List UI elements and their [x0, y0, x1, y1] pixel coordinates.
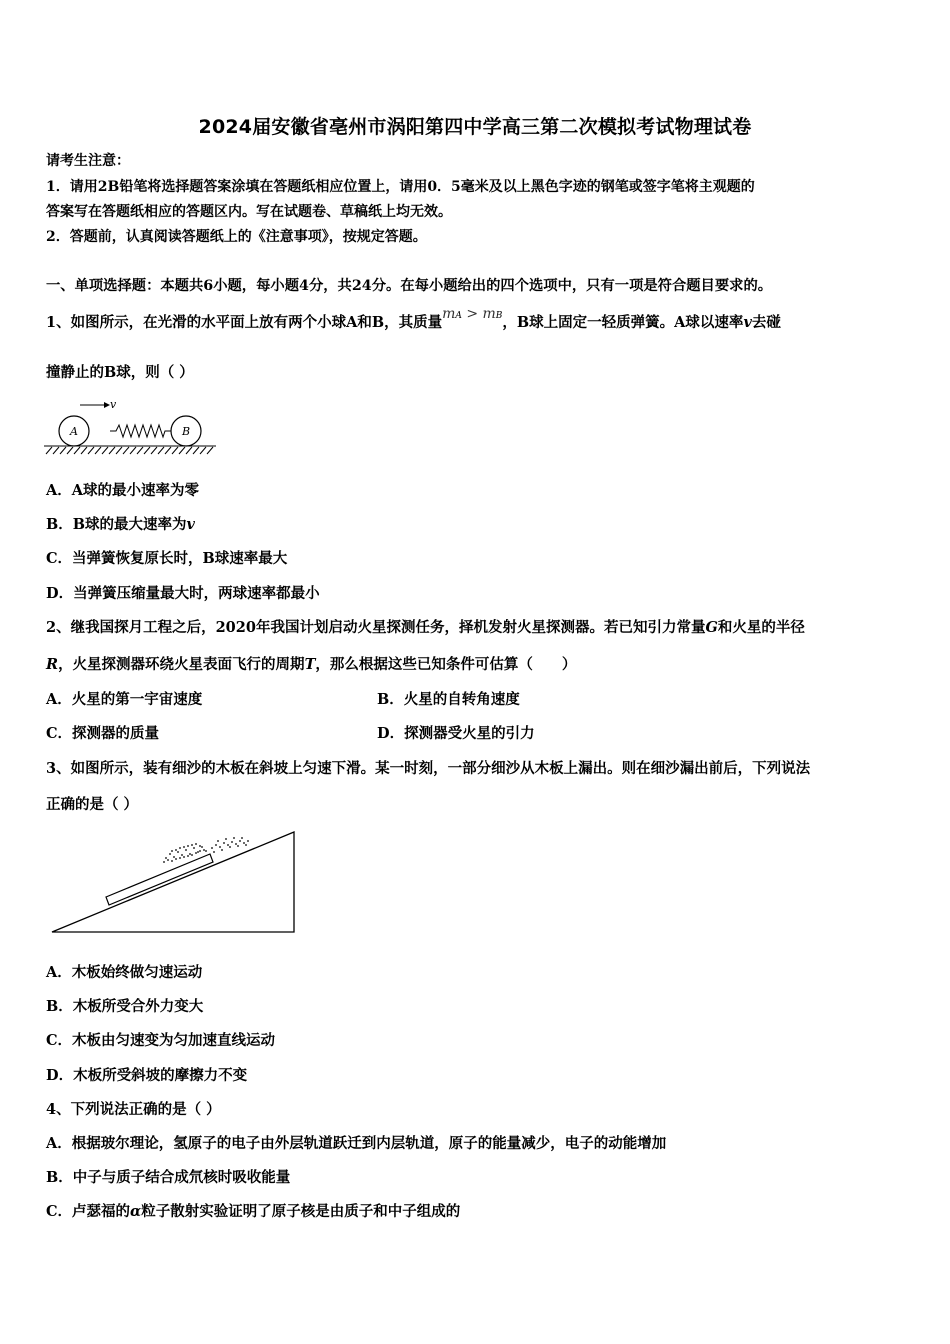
- q2-r: R: [46, 656, 59, 673]
- notice-line-1b: 答案写在答题纸相应的答题区内。写在试题卷、草稿纸上均无效。: [46, 204, 452, 220]
- q2-option-a: A．火星的第一宇宙速度: [46, 691, 203, 708]
- q2-stem-line-1: [46, 618, 805, 638]
- fig-label-v: v: [110, 398, 117, 411]
- q1-stem-a: 1、如图所示，在光滑的水平面上放有两个小球A和B，其质量: [46, 314, 443, 331]
- q1-stem-b: ，B球上固定一轻质弹簧。A球以速率: [502, 314, 744, 331]
- q1-velocity: v: [743, 314, 752, 331]
- q4-option-c-pre: C．卢瑟福的: [46, 1203, 131, 1220]
- q3-option-c: C．木板由匀速变为匀加速直线运动: [46, 1032, 276, 1049]
- q3-stem-line-1: 3、如图所示，装有细沙的木板在斜坡上匀速下滑。某一时刻，一部分细沙从木板上漏出。则在细沙漏出前后，下列说法: [46, 760, 811, 777]
- q1-option-b-text: B．B球的最大速率为: [46, 516, 187, 533]
- q1-mass-relation: [442, 305, 502, 322]
- fig-label-a: A: [70, 425, 78, 438]
- q1-mass-a-sub: A: [455, 311, 462, 321]
- q2-stem-a: 2、继我国探月工程之后，2020年我国计划启动火星探测任务，择机发射火星探测器。若已知引力常量: [46, 619, 706, 636]
- q2-stem-c: ，火星探测器环绕火星表面飞行的周期: [58, 656, 305, 673]
- q1-option-a: A．A球的最小速率为零: [46, 482, 199, 499]
- q1-option-d: D．当弹簧压缩量最大时，两球速率都最小: [46, 585, 320, 602]
- q4-option-c-post: 粒子散射实验证明了原子核是由质子和中子组成的: [141, 1203, 461, 1220]
- ground-hatch: [44, 446, 216, 454]
- q3-figure: [46, 826, 306, 938]
- q2-stem-line-2: [46, 655, 576, 675]
- notice-heading: 请考生注意：: [46, 153, 130, 169]
- q1-mass-gt: >: [461, 306, 483, 322]
- q2-t: T: [304, 656, 316, 673]
- q1-stem-line-2: 撞静止的B球，则（ ）: [46, 364, 194, 381]
- q1-stem-line-1: [46, 306, 781, 335]
- section-heading: 一、单项选择题：本题共6小题，每小题4分，共24分。在每小题给出的四个选项中，只有一项是符合题目要求的。: [46, 278, 773, 294]
- q2-option-b: B．火星的自转角速度: [377, 691, 520, 708]
- q1-option-b: [46, 515, 195, 535]
- fig-label-b: B: [182, 425, 191, 438]
- q2-stem-b: 和火星的半径: [717, 619, 805, 636]
- q4-option-b: B．中子与质子结合成氘核时吸收能量: [46, 1169, 291, 1186]
- q2-stem-d: ，那么根据这些已知条件可估算（ ）: [315, 656, 577, 673]
- q1-figure: [44, 396, 224, 460]
- q4-option-a: A．根据玻尔理论，氢原子的电子由外层轨道跃迁到内层轨道，原子的能量减少，电子的动能增加: [46, 1135, 667, 1152]
- q3-option-b: B．木板所受合外力变大: [46, 998, 204, 1015]
- notice-line-2: 2．答题前，认真阅读答题纸上的《注意事项》，按规定答题。: [46, 229, 427, 245]
- q4-option-c-alpha: α: [130, 1203, 142, 1220]
- q1-mass-a: m: [442, 306, 456, 322]
- q2-g: G: [705, 619, 718, 636]
- q3-option-d: D．木板所受斜坡的摩擦力不变: [46, 1067, 248, 1084]
- notice-line-1: 1．请用2B铅笔将选择题答案涂填在答题纸相应位置上，请用0．5毫米及以上黑色字迹的钢笔或签字笔将主观题的: [46, 179, 755, 195]
- q1-option-c: C．当弹簧恢复原长时，B球速率最大: [46, 550, 288, 567]
- spring: [110, 425, 171, 437]
- page-title: 2024届安徽省亳州市涡阳第四中学高三第二次模拟考试物理试卷: [198, 116, 752, 138]
- q4-stem: 4、下列说法正确的是（ ）: [46, 1101, 221, 1118]
- q1-mass-b: m: [482, 306, 496, 322]
- q2-option-c: C．探测器的质量: [46, 725, 160, 742]
- q3-stem-line-2: 正确的是（ ）: [46, 796, 139, 813]
- q1-stem-c: 去碰: [751, 314, 781, 331]
- q4-option-c: [46, 1202, 460, 1222]
- q2-option-d: D．探测器受火星的引力: [377, 725, 535, 742]
- q1-option-b-v: v: [186, 516, 195, 533]
- q3-option-a: A．木板始终做匀速运动: [46, 964, 203, 981]
- q1-mass-b-sub: B: [495, 311, 503, 321]
- incline: [52, 832, 294, 932]
